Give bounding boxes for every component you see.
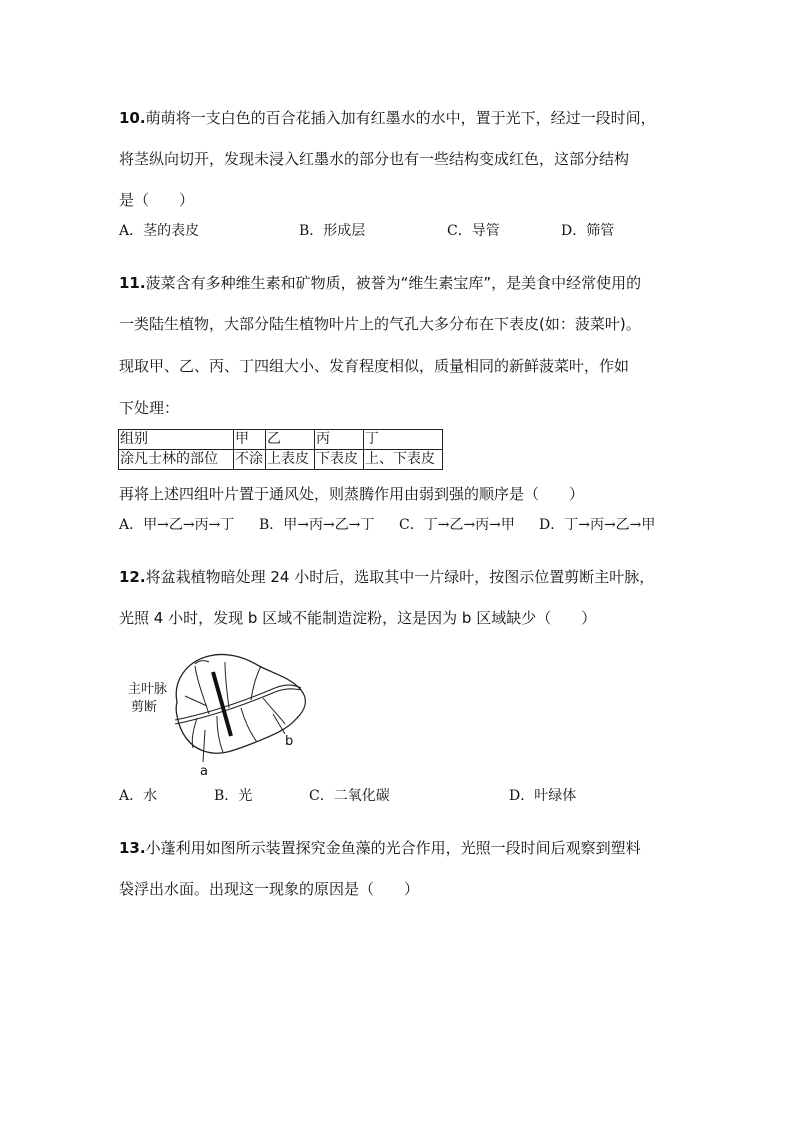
q11-option-b[interactable]: B．甲→丙→乙→丁 [259, 517, 375, 533]
q10-option-a[interactable]: A．茎的表皮 [119, 223, 200, 239]
table-cell: 不涂 [234, 450, 266, 470]
table-header-cell: 乙 [266, 430, 315, 450]
cut-label-line-1: 主叶脉 [128, 682, 168, 697]
q10-line-3: 是（ ） [119, 191, 195, 209]
table-header-cell: 丙 [315, 430, 364, 450]
table-header-cell: 组别 [119, 430, 234, 450]
q11-option-a[interactable]: A．甲→乙→丙→丁 [119, 517, 235, 533]
q11-line-5: 再将上述四组叶片置于通风处，则蒸腾作用由弱到强的顺序是（ ） [119, 485, 585, 503]
q12-option-d[interactable]: D．叶绿体 [509, 788, 577, 804]
q12-option-c[interactable]: C．二氧化碳 [309, 788, 390, 804]
q11-option-d[interactable]: D．丁→丙→乙→甲 [539, 517, 656, 533]
q10-line-1: 10.萌萌将一支白色的百合花插入加有红墨水的水中，置于光下，经过一段时间， [119, 109, 656, 127]
question-number: 11. [119, 274, 146, 292]
table-cell: 上、下表皮 [364, 450, 443, 470]
q12-option-a[interactable]: A．水 [119, 788, 158, 804]
question-number: 12. [119, 568, 146, 586]
q10-option-b[interactable]: B．形成层 [299, 223, 366, 239]
table-cell: 涂凡士林的部位 [119, 450, 234, 470]
table-row [119, 430, 443, 450]
q10-option-d[interactable]: D．筛管 [561, 223, 615, 239]
table-row [119, 450, 443, 470]
q13-line-2: 袋浮出水面。出现这一现象的原因是（ ） [119, 880, 420, 898]
question-number: 13. [119, 839, 146, 857]
q11-line-2: 一类陆生植物，大部分陆生植物叶片上的气孔大多分布在下表皮(如：菠菜叶)。 [119, 315, 641, 333]
q10-option-c[interactable]: C．导管 [447, 223, 500, 239]
q12-line-1: 12.将盆栽植物暗处理 24 小时后，选取其中一片绿叶，按图示位置剪断主叶脉， [119, 568, 655, 586]
q12-option-b[interactable]: B．光 [214, 788, 253, 804]
question-number: 10. [119, 109, 146, 127]
cut-label-line-2: 剪断 [131, 700, 158, 715]
region-b-label: b [285, 734, 294, 749]
q11-line-1: 11.菠菜含有多种维生素和矿物质，被誉为“维生素宝库”，是美食中经常使用的 [119, 274, 642, 292]
table-cell: 下表皮 [315, 450, 364, 470]
leaf-figure [125, 648, 315, 778]
q11-line-3: 现取甲、乙、丙、丁四组大小、发育程度相似，质量相同的新鲜菠菜叶，作如 [119, 357, 630, 375]
q12-line-2: 光照 4 小时，发现 b 区域不能制造淀粉，这是因为 b 区域缺少（ ） [119, 609, 597, 627]
region-a-label: a [200, 764, 208, 779]
q11-option-c[interactable]: C．丁→乙→丙→甲 [399, 517, 515, 533]
q13-line-1: 13.小蓬利用如图所示装置探究金鱼藻的光合作用，光照一段时间后观察到塑料 [119, 839, 641, 857]
q11-line-4: 下处理： [119, 399, 180, 417]
table-cell: 上表皮 [266, 450, 315, 470]
table-header-cell: 甲 [234, 430, 266, 450]
q10-line-2: 将茎纵向切开，发现未浸入红墨水的部分也有一些结构变成红色，这部分结构 [119, 150, 630, 168]
treatment-table [118, 429, 443, 470]
table-header-cell: 丁 [364, 430, 443, 450]
